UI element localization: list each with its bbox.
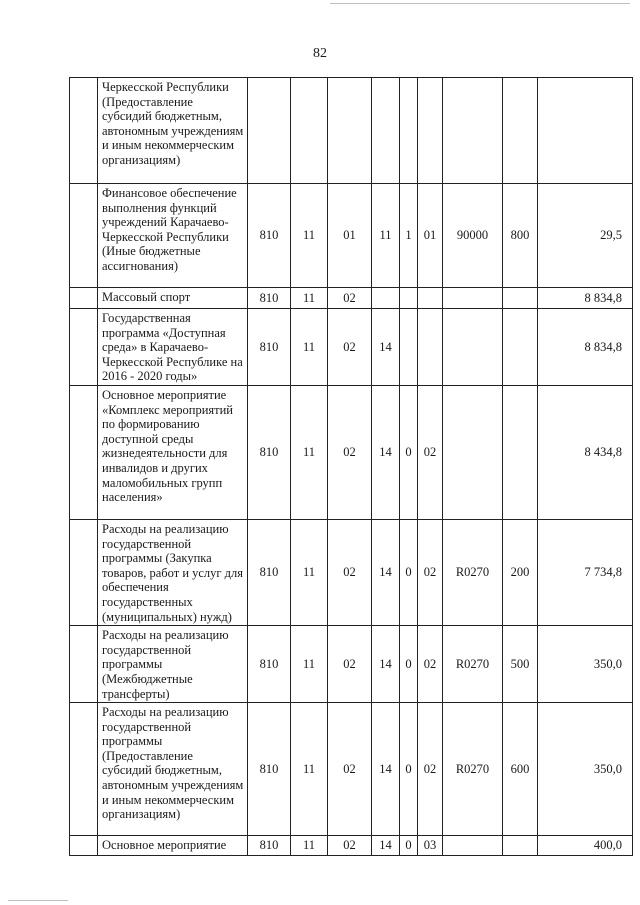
subsection-code: 02 <box>328 309 372 386</box>
section-code: 11 <box>291 309 328 386</box>
program-code <box>372 78 400 184</box>
subsection-code: 02 <box>328 703 372 836</box>
expense-type-code <box>503 836 538 856</box>
table-row <box>70 836 633 856</box>
amount: 8 434,8 <box>538 385 633 519</box>
margin-cell <box>70 385 98 519</box>
subsection-code: 02 <box>328 519 372 625</box>
subsection-code: 02 <box>328 626 372 703</box>
expense-name: Расходы на реализацию государственной программы (Межбюджетные трансферты) <box>98 626 248 703</box>
expense-name: Государственная программа «Доступная среда» в Карачаево-Черкесской Республике на 2016 - 2020 годы» <box>98 309 248 386</box>
direction-code: R0270 <box>443 703 503 836</box>
event-code: 01 <box>418 184 443 288</box>
subprogram-code <box>400 288 418 309</box>
subprogram-code: 0 <box>400 385 418 519</box>
grbs-code: 810 <box>248 309 291 386</box>
margin-cell <box>70 184 98 288</box>
margin-cell <box>70 626 98 703</box>
expense-type-code: 600 <box>503 703 538 836</box>
expense-type-code <box>503 309 538 386</box>
section-code: 11 <box>291 288 328 309</box>
grbs-code: 810 <box>248 519 291 625</box>
amount: 7 734,8 <box>538 519 633 625</box>
subsection-code <box>328 78 372 184</box>
margin-cell <box>70 78 98 184</box>
subprogram-code <box>400 78 418 184</box>
section-code: 11 <box>291 703 328 836</box>
direction-code: R0270 <box>443 626 503 703</box>
program-code: 14 <box>372 626 400 703</box>
program-code: 14 <box>372 309 400 386</box>
expense-type-code: 500 <box>503 626 538 703</box>
event-code: 02 <box>418 626 443 703</box>
expense-type-code: 800 <box>503 184 538 288</box>
subprogram-code: 0 <box>400 626 418 703</box>
scan-edge-line-bottom <box>8 900 68 901</box>
page-number: 82 <box>313 46 327 61</box>
expense-name: Основное мероприятие <box>98 836 248 856</box>
direction-code <box>443 78 503 184</box>
grbs-code: 810 <box>248 184 291 288</box>
margin-cell <box>70 836 98 856</box>
program-code: 14 <box>372 519 400 625</box>
table-row <box>70 184 633 288</box>
program-code: 14 <box>372 385 400 519</box>
expense-type-code <box>503 78 538 184</box>
amount: 400,0 <box>538 836 633 856</box>
table-row <box>70 519 633 625</box>
section-code: 11 <box>291 836 328 856</box>
grbs-code <box>248 78 291 184</box>
subprogram-code: 0 <box>400 836 418 856</box>
table-row <box>70 78 633 184</box>
direction-code <box>443 288 503 309</box>
table-row <box>70 288 633 309</box>
grbs-code: 810 <box>248 385 291 519</box>
expense-name: Расходы на реализацию государственной программы (Предоставление субсидий бюджетным, автономным учреждениям и иным некоммерческим организациям) <box>98 703 248 836</box>
event-code: 02 <box>418 703 443 836</box>
subsection-code: 02 <box>328 385 372 519</box>
amount: 8 834,8 <box>538 309 633 386</box>
expense-name: Расходы на реализацию государственной программы (Закупка товаров, работ и услуг для обеспечения государственных (муниципальных) нужд) <box>98 519 248 625</box>
event-code: 03 <box>418 836 443 856</box>
amount <box>538 78 633 184</box>
expense-type-code: 200 <box>503 519 538 625</box>
program-code <box>372 288 400 309</box>
grbs-code: 810 <box>248 703 291 836</box>
subsection-code: 01 <box>328 184 372 288</box>
expense-type-code <box>503 288 538 309</box>
budget-table <box>69 77 633 856</box>
section-code: 11 <box>291 385 328 519</box>
direction-code: R0270 <box>443 519 503 625</box>
direction-code <box>443 385 503 519</box>
program-code: 14 <box>372 703 400 836</box>
margin-cell <box>70 309 98 386</box>
table-row <box>70 703 633 836</box>
subsection-code: 02 <box>328 836 372 856</box>
event-code: 02 <box>418 385 443 519</box>
expense-name: Финансовое обеспечение выполнения функций учреждений Карачаево-Черкесской Республики (Иные бюджетные ассигнования) <box>98 184 248 288</box>
section-code: 11 <box>291 184 328 288</box>
subsection-code: 02 <box>328 288 372 309</box>
amount: 350,0 <box>538 703 633 836</box>
direction-code <box>443 836 503 856</box>
subprogram-code: 0 <box>400 519 418 625</box>
direction-code <box>443 309 503 386</box>
amount: 29,5 <box>538 184 633 288</box>
grbs-code: 810 <box>248 288 291 309</box>
amount: 8 834,8 <box>538 288 633 309</box>
grbs-code: 810 <box>248 626 291 703</box>
subprogram-code <box>400 309 418 386</box>
section-code: 11 <box>291 519 328 625</box>
scan-edge-line-top <box>330 3 630 4</box>
margin-cell <box>70 288 98 309</box>
section-code <box>291 78 328 184</box>
section-code: 11 <box>291 626 328 703</box>
event-code <box>418 309 443 386</box>
event-code <box>418 78 443 184</box>
margin-cell <box>70 519 98 625</box>
table-row <box>70 626 633 703</box>
amount: 350,0 <box>538 626 633 703</box>
expense-name: Основное мероприятие «Комплекс мероприятий по формированию доступной среды жизнедеятельности для инвалидов и других маломобильных групп населения» <box>98 385 248 519</box>
expense-name: Черкесской Республики (Предоставление субсидий бюджетным, автономным учреждениям и иным некоммерческим организациям) <box>98 78 248 184</box>
table-row <box>70 385 633 519</box>
event-code: 02 <box>418 519 443 625</box>
subprogram-code: 0 <box>400 703 418 836</box>
expense-name: Массовый спорт <box>98 288 248 309</box>
program-code: 14 <box>372 836 400 856</box>
margin-cell <box>70 703 98 836</box>
expense-type-code <box>503 385 538 519</box>
direction-code: 90000 <box>443 184 503 288</box>
table-row <box>70 309 633 386</box>
subprogram-code: 1 <box>400 184 418 288</box>
grbs-code: 810 <box>248 836 291 856</box>
program-code: 11 <box>372 184 400 288</box>
event-code <box>418 288 443 309</box>
